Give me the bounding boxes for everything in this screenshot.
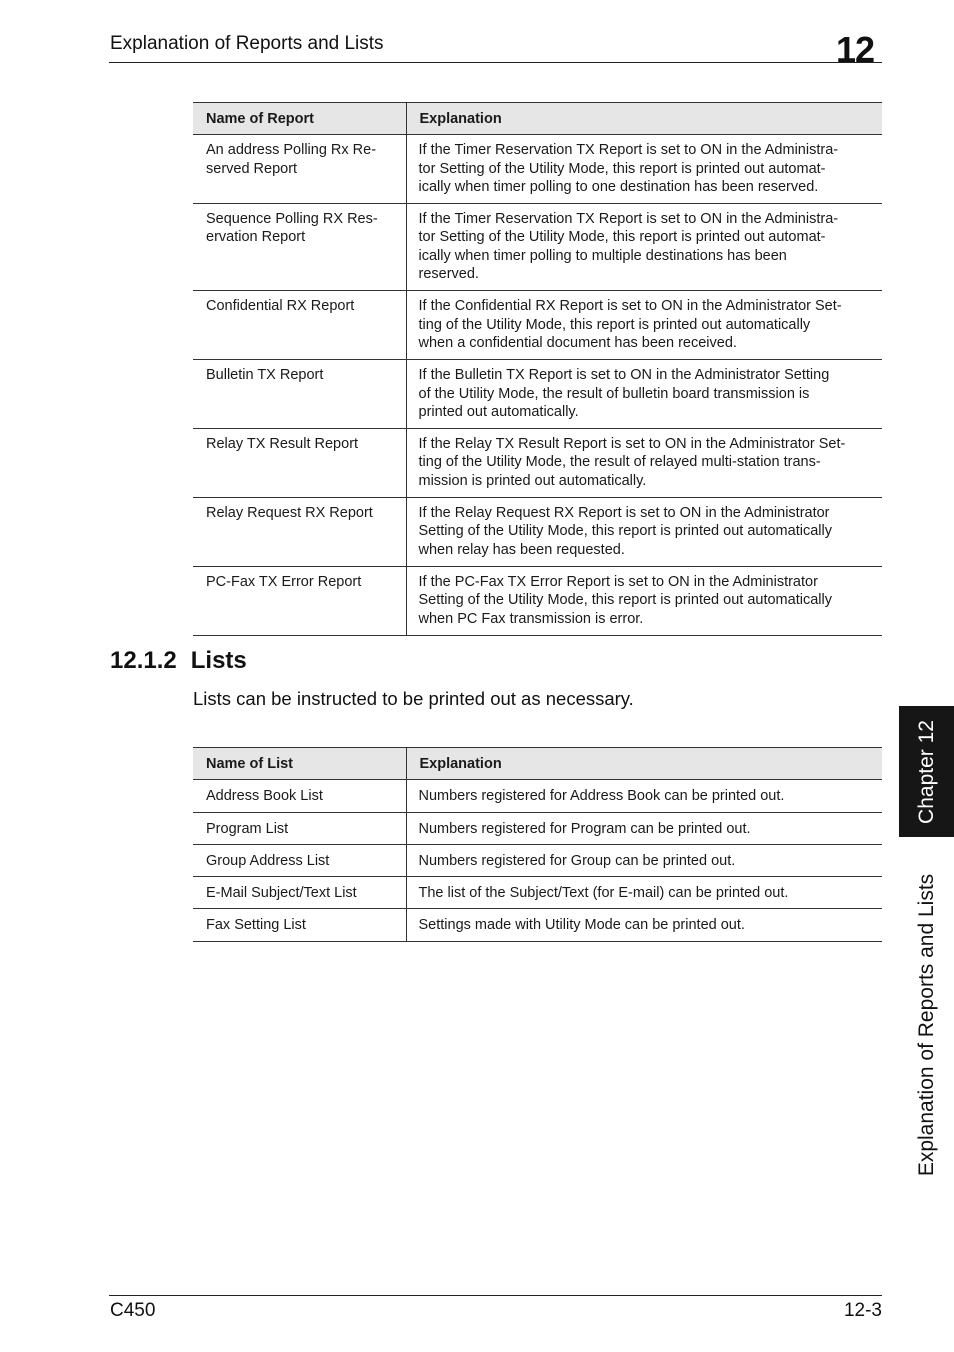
report-explanation-cell — [406, 429, 882, 498]
reports-col-explanation-header: Explanation — [406, 103, 882, 135]
report-explanation-line: of the Utility Mode, the result of bulletin board transmission is — [418, 385, 810, 402]
report-name-line: PC-Fax TX Error Report — [206, 573, 362, 590]
table-row — [193, 135, 882, 204]
report-name-line: Bulletin TX Report — [206, 367, 324, 384]
section-heading — [110, 646, 247, 676]
report-name-cell — [193, 429, 406, 498]
table-row — [193, 291, 882, 360]
list-explanation-cell: The list of the Subject/Text (for E-mail) can be printed out. — [406, 877, 882, 909]
report-explanation-line: If the Confidential RX Report is set to ON in the Administrator Set- — [418, 298, 842, 315]
report-explanation-cell — [406, 360, 882, 429]
report-name-line: Confidential RX Report — [206, 298, 355, 315]
section-number: 12.1.2 — [110, 647, 177, 674]
report-explanation-line: If the Timer Reservation TX Report is set to ON in the Administra- — [418, 211, 839, 228]
list-name-cell: Address Book List — [193, 780, 406, 812]
report-name-line: ervation Report — [206, 229, 306, 246]
table-row — [193, 812, 882, 844]
report-name-cell — [193, 498, 406, 567]
report-explanation-line: tor Setting of the Utility Mode, this report is printed out automat- — [418, 229, 826, 246]
list-explanation-cell: Numbers registered for Group can be printed out. — [406, 844, 882, 876]
report-explanation-line: Setting of the Utility Mode, this report is printed out automatically — [418, 523, 832, 540]
report-name-line: Relay TX Result Report — [206, 436, 359, 453]
report-explanation-line: ting of the Utility Mode, the result of relayed multi-station trans- — [418, 454, 821, 471]
chapter-side-tab-label: Chapter 12 — [914, 719, 938, 824]
header-divider — [109, 62, 882, 63]
report-explanation-line: reserved. — [418, 266, 479, 283]
report-explanation-line: when a confidential document has been received. — [418, 334, 737, 351]
report-explanation-cell — [406, 204, 882, 291]
section-side-tab — [899, 845, 954, 1205]
reports-table — [193, 102, 882, 636]
report-explanation-line: ting of the Utility Mode, this report is printed out automatically — [418, 316, 811, 333]
reports-table-header-row — [193, 103, 882, 135]
table-row — [193, 429, 882, 498]
report-explanation-line: If the Bulletin TX Report is set to ON in the Administrator Setting — [418, 367, 830, 384]
table-row — [193, 498, 882, 567]
report-name-line: An address Polling Rx Re- — [206, 142, 377, 159]
list-name-cell: Fax Setting List — [193, 909, 406, 941]
report-explanation-cell — [406, 135, 882, 204]
chapter-side-tab — [899, 706, 954, 837]
report-explanation-line: when PC Fax transmission is error. — [418, 610, 644, 627]
report-explanation-line: If the Relay TX Result Report is set to ON in the Administrator Set- — [418, 436, 846, 453]
report-name-cell — [193, 291, 406, 360]
report-explanation-line: printed out automatically. — [418, 403, 579, 420]
report-name-line: Relay Request RX Report — [206, 505, 373, 522]
list-name-cell: Program List — [193, 812, 406, 844]
running-header-title: Explanation of Reports and Lists — [110, 33, 384, 54]
report-name-line: served Report — [206, 160, 298, 177]
report-explanation-line: If the PC-Fax TX Error Report is set to ON in the Administrator — [418, 573, 818, 590]
table-row — [193, 566, 882, 635]
table-row — [193, 360, 882, 429]
footer-model-name: C450 — [110, 1300, 156, 1321]
report-explanation-line: mission is printed out automatically. — [418, 472, 647, 489]
reports-col-name-header: Name of Report — [193, 103, 406, 135]
section-intro-text: Lists can be instructed to be printed out as necessary. — [193, 688, 634, 709]
report-name-cell — [193, 204, 406, 291]
footer-divider — [109, 1295, 882, 1296]
report-explanation-cell — [406, 566, 882, 635]
lists-table-header-row — [193, 748, 882, 780]
list-explanation-cell: Settings made with Utility Mode can be printed out. — [406, 909, 882, 941]
list-name-cell: Group Address List — [193, 844, 406, 876]
report-name-cell — [193, 360, 406, 429]
table-row — [193, 909, 882, 941]
report-explanation-line: Setting of the Utility Mode, this report is printed out automatically — [418, 592, 832, 609]
table-row — [193, 844, 882, 876]
section-title: Lists — [190, 647, 247, 674]
report-explanation-line: If the Relay Request RX Report is set to ON in the Administrator — [418, 505, 830, 522]
report-explanation-cell — [406, 291, 882, 360]
table-row — [193, 204, 882, 291]
footer-page-number: 12-3 — [843, 1300, 882, 1321]
report-name-cell — [193, 135, 406, 204]
table-row — [193, 877, 882, 909]
report-explanation-line: If the Timer Reservation TX Report is set to ON in the Administra- — [418, 142, 839, 159]
list-name-cell: E-Mail Subject/Text List — [193, 877, 406, 909]
report-explanation-line: ically when timer polling to one destination has been reserved. — [418, 178, 819, 195]
lists-table — [193, 747, 882, 942]
list-explanation-cell: Numbers registered for Address Book can be printed out. — [406, 780, 882, 812]
table-row — [193, 780, 882, 812]
chapter-number: 12 — [836, 29, 875, 70]
section-side-tab-label: Explanation of Reports and Lists — [914, 873, 938, 1177]
lists-col-name-header: Name of List — [193, 748, 406, 780]
report-explanation-cell — [406, 498, 882, 567]
report-explanation-line: tor Setting of the Utility Mode, this report is printed out automat- — [418, 160, 826, 177]
report-explanation-line: ically when timer polling to multiple destinations has been — [418, 247, 787, 264]
report-name-line: Sequence Polling RX Res- — [206, 211, 378, 228]
lists-col-explanation-header: Explanation — [406, 748, 882, 780]
report-name-cell — [193, 566, 406, 635]
list-explanation-cell: Numbers registered for Program can be printed out. — [406, 812, 882, 844]
report-explanation-line: when relay has been requested. — [418, 541, 625, 558]
